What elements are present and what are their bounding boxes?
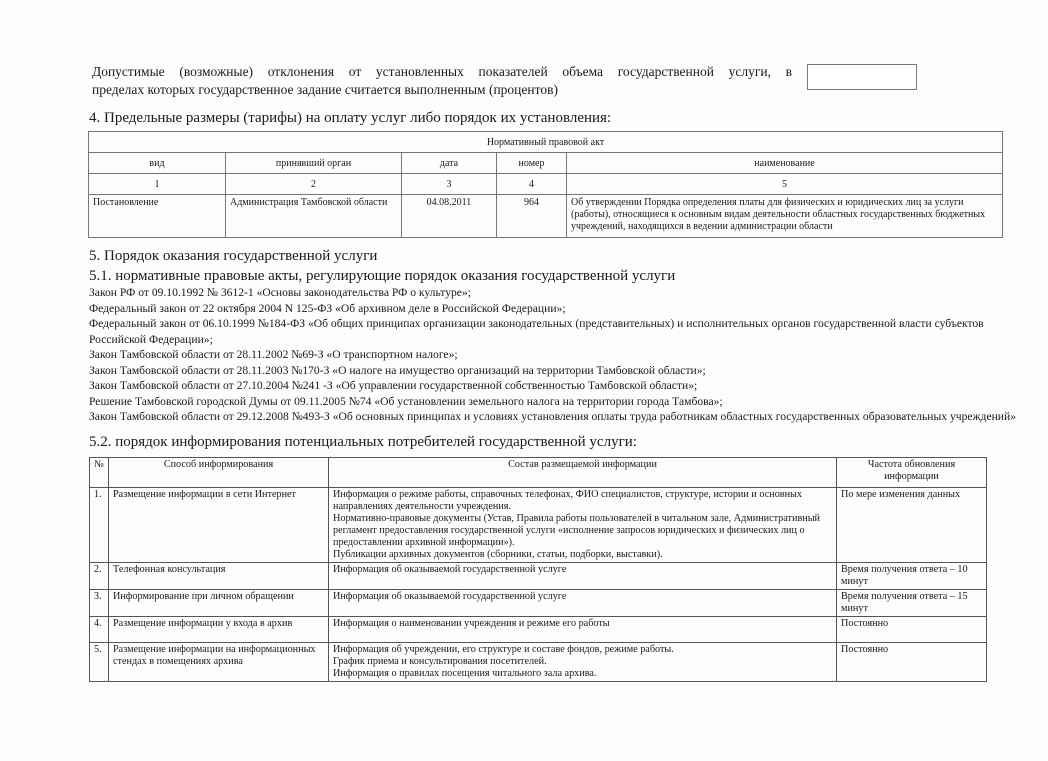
group-header: Нормативный правовой акт [89, 132, 1003, 153]
row-content [329, 488, 837, 563]
row-frequency: По мере изменения данных [837, 488, 987, 563]
row-num: 2. [90, 563, 109, 590]
section5-1-heading: 5.1. нормативные правовые акты, регулирующие порядок оказания государственной услуги [89, 268, 676, 284]
section5-2-heading: 5.2. порядок информирования потенциальных потребителей государственной услуги: [89, 434, 637, 450]
row-content: Информация об оказываемой государственной услуге [329, 563, 837, 590]
act-number: 964 [497, 195, 567, 238]
law-item: Решение Тамбовской городской Думы от 09.11.2005 №74 «Об установлении земельного налога на территории города Тамбова»; [89, 394, 723, 408]
informing-table [89, 457, 987, 682]
section4-heading: 4. Предельные размеры (тарифы) на оплату услуг либо порядок их установления: [89, 110, 612, 126]
row-method: Размещение информации у входа в архив [109, 617, 329, 643]
col-number-2: 2 [226, 174, 402, 195]
row-method: Телефонная консультация [109, 563, 329, 590]
col-header-type: вид [89, 153, 226, 174]
table-row [90, 563, 987, 590]
row-frequency: Постоянно [837, 617, 987, 643]
deviation-text-line2: пределах которых государственное задание считается выполненным (процентов) [92, 82, 558, 97]
deviation-percent-field[interactable] [807, 64, 917, 90]
row-content [329, 643, 837, 682]
content-line: Информация об учреждении, его структуре и составе фондов, режиме работы. [333, 644, 674, 655]
content-line: Информация о правилах посещения читального зала архива. [333, 668, 597, 679]
law-item: Закон РФ от 09.10.1992 № 3612-1 «Основы законодательства РФ о культуре»; [89, 286, 471, 299]
table-row [90, 617, 987, 643]
deviation-paragraph [92, 63, 792, 99]
col-number-3: 3 [402, 174, 497, 195]
section5-heading: 5. Порядок оказания государственной услуги [89, 248, 378, 264]
col-number-4: 4 [497, 174, 567, 195]
law-item: Закон Тамбовской области от 28.11.2002 №69-З «О транспортном налоге»; [89, 348, 458, 361]
table-row [89, 195, 1003, 238]
col-header-title: наименование [567, 153, 1003, 174]
row-frequency: Постоянно [837, 643, 987, 682]
col-header-method: Способ информирования [109, 458, 329, 488]
col-number-1: 1 [89, 174, 226, 195]
law-item: Закон Тамбовской области от 28.11.2003 №170-З «О налоге на имущество организаций на территории Тамбовской области»; [89, 363, 706, 377]
row-num: 5. [90, 643, 109, 682]
row-num: 1. [90, 488, 109, 563]
col-header-number: номер [497, 153, 567, 174]
row-frequency: Время получения ответа – 10 минут [837, 563, 987, 590]
row-content: Информация об оказываемой государственной услуге [329, 590, 837, 617]
table-row [90, 590, 987, 617]
law-item: Федеральный закон от 22 октября 2004 N 125-ФЗ «Об архивном деле в Российской Федерации»; [89, 301, 566, 315]
act-title: Об утверждении Порядка определения платы для физических и юридических лиц за услуги (работы), относящиеся к основным видам деятельности областных государственных бюджетных учреждений, находящихся в ведении администрации области [567, 195, 1003, 238]
row-content: Информация о наименовании учреждения и режиме его работы [329, 617, 837, 643]
act-authority: Администрация Тамбовской области [226, 195, 402, 238]
table-row [90, 643, 987, 682]
row-method: Размещение информации на информационных стендах в помещениях архива [109, 643, 329, 682]
act-type: Постановление [89, 195, 226, 238]
row-num: 4. [90, 617, 109, 643]
content-line: Публикации архивных документов (сборники, статьи, подборки, выставки). [333, 549, 663, 560]
content-line: Нормативно-правовые документы (Устав, Правила работы пользователей в читальном зале, Административный регламент предоставления государственной услуги «исполнение запросов юридических и физических лиц о предоставлении архивной информации»). [333, 513, 820, 548]
law-item: Закон Тамбовской области от 29.12.2008 №493-З «Об основных принципах и условиях установления оплаты труда работникам областных государственных образовательных учреждений» [89, 410, 1016, 423]
laws-list [89, 285, 1019, 425]
col-header-frequency: Частота обновления информации [837, 458, 987, 488]
row-frequency: Время получения ответа – 15 минут [837, 590, 987, 617]
col-header-num: № [90, 458, 109, 488]
law-item: Закон Тамбовской области от 27.10.2004 №241 -З «Об управлении государственной собственностью Тамбовской области»; [89, 379, 698, 392]
row-num: 3. [90, 590, 109, 617]
content-line: График приема и консультирования посетителей. [333, 656, 547, 667]
table-row [90, 488, 987, 563]
col-number-5: 5 [567, 174, 1003, 195]
col-header-date: дата [402, 153, 497, 174]
tariff-acts-table [88, 131, 1003, 238]
act-date: 04.08.2011 [402, 195, 497, 238]
law-item: Федеральный закон от 06.10.1999 №184-ФЗ «Об общих принципах организации законодательных (представительных) и исполнительных органов государственной власти субъектов Российской Федерации»; [89, 317, 984, 346]
col-header-content: Состав размещаемой информации [329, 458, 837, 488]
row-method: Размещение информации в сети Интернет [109, 488, 329, 563]
content-line: Информация о режиме работы, справочных телефонах, ФИО специалистов, структуре, истории и основных направлениях деятельности учреждения. [333, 489, 802, 512]
deviation-text-line1: Допустимые (возможные) отклонения от установленных показателей объема государственной услуги, в [92, 64, 792, 79]
row-method: Информирование при личном обращении [109, 590, 329, 617]
col-header-authority: принявший орган [226, 153, 402, 174]
